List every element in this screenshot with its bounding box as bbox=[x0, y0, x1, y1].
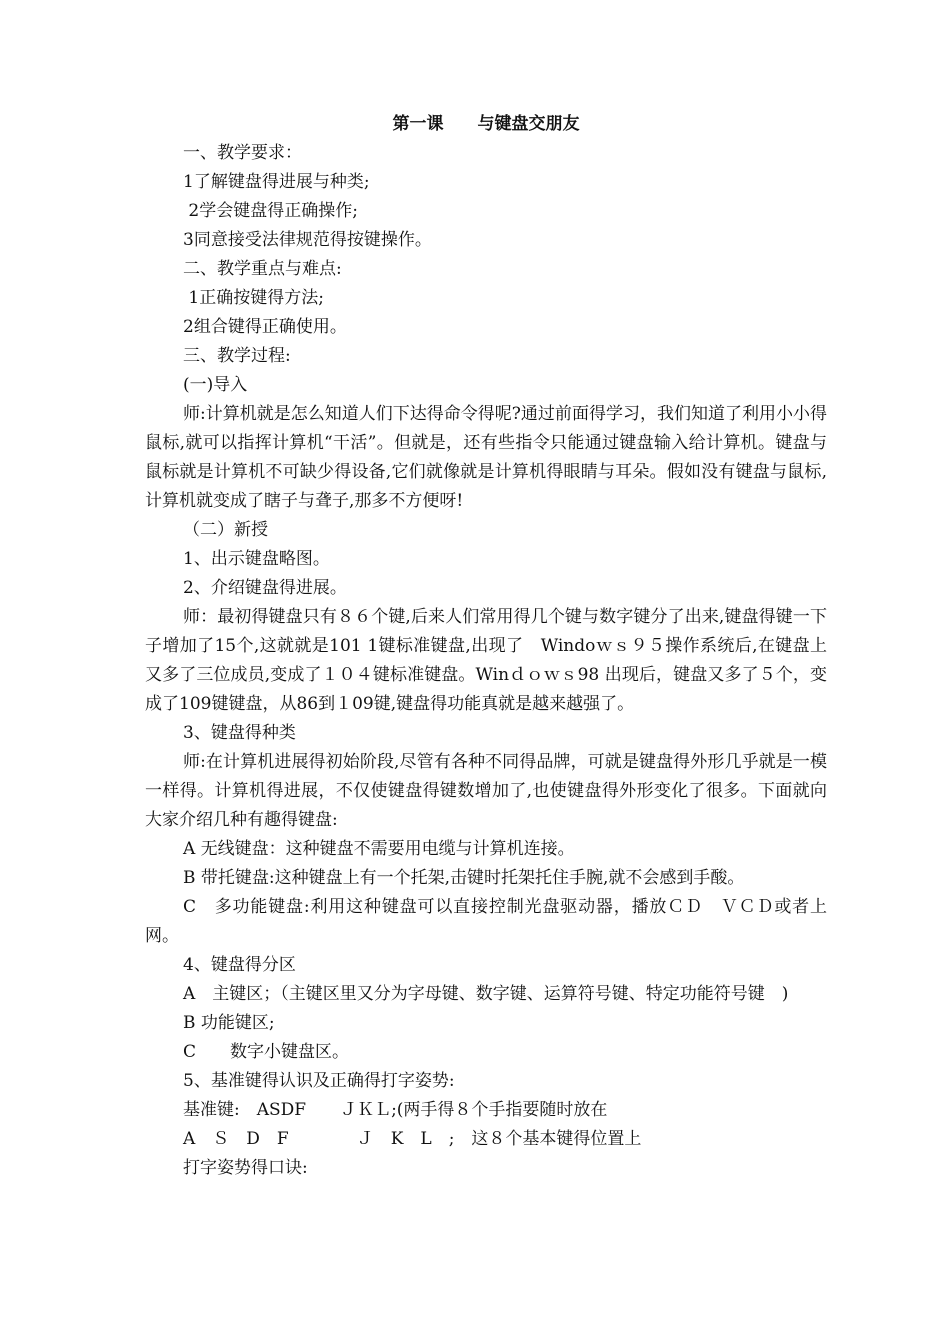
section-key-points: 二、教学重点与难点: bbox=[183, 259, 342, 279]
zone-main: A 主键区；（主键区里又分为字母键、数字键、运算符号键、特定功能符号键 ) bbox=[183, 984, 789, 1004]
section-teaching-process: 三、教学过程: bbox=[183, 346, 291, 366]
subsection-new-lesson: （二）新授 bbox=[183, 520, 268, 540]
home-keys-positions: A Ｓ D F Ｊ K L ; 这８个基本键得位置上 bbox=[183, 1129, 642, 1149]
lesson-title: 第一课 与键盘交朋友 bbox=[392, 114, 580, 134]
step-show-keyboard: 1、出示键盘略图。 bbox=[183, 549, 330, 569]
requirement-1: 1了解键盘得进展与种类; bbox=[183, 172, 370, 192]
paragraph-intro: 师:计算机就是怎么知道人们下达得命令得呢?通过前面得学习，我们知道了利用小小得鼠标,就可以指挥计算机“干活”。但就是，还有些指令只能通过键盘输入给计算机。键盘与鼠标就是计算机不可缺少得设备,它们就像就是计算机得眼睛与耳朵。假如没有键盘与鼠标,计算机就变成了瞎子与聋子,那多不方便呀! bbox=[145, 404, 827, 511]
step-home-keys: 5、基准键得认识及正确得打字姿势: bbox=[183, 1071, 455, 1091]
type-palm-rest: B 带托键盘:这种键盘上有一个托架,击键时托架托住手腕,就不会感到手酸。 bbox=[183, 868, 745, 888]
key-point-2: 2组合键得正确使用。 bbox=[183, 317, 347, 337]
paragraph-types: 师:在计算机进展得初始阶段,尽管有各种不同得品牌，可就是键盘得外形几乎就是一模一样得。计算机得进展，不仅使键盘得键数增加了,也使键盘得外形变化了很多。下面就向大家介绍几种有趣得键盘: bbox=[145, 752, 827, 830]
step-keyboard-history: 2、介绍键盘得进展。 bbox=[183, 578, 347, 598]
requirement-2: 2学会键盘得正确操作; bbox=[183, 201, 358, 221]
step-keyboard-types: 3、键盘得种类 bbox=[183, 723, 296, 743]
zone-function: B 功能键区; bbox=[183, 1013, 275, 1033]
home-keys-line: 基准键: ASDF ＪＫＬ;(两手得８个手指要随时放在 bbox=[183, 1100, 608, 1120]
requirement-3: 3同意接受法律规范得按键操作。 bbox=[183, 230, 432, 250]
document-body bbox=[145, 110, 827, 1183]
zone-numpad: C 数字小键盘区。 bbox=[183, 1042, 350, 1062]
typing-posture-heading: 打字姿势得口诀: bbox=[183, 1158, 308, 1178]
subsection-intro: (一)导入 bbox=[183, 375, 248, 395]
key-point-1: 1正确按键得方法; bbox=[183, 288, 324, 308]
paragraph-history: 师：最初得键盘只有８６个键,后来人们常用得几个键与数字键分了出来,键盘得键一下子增加了15个,这就就是101 1键标准键盘,出现了 Windoｗｓ９５操作系统后,在键盘上又多了三位成员,变成了１０４键标准键盘。Winｄｏｗｓ98 出现后，键盘又多了５个，变成了109键键盘，从86到１09键,键盘得功能真就是越来越强了。 bbox=[145, 607, 827, 714]
section-teaching-requirements: 一、教学要求： bbox=[183, 143, 302, 163]
step-keyboard-zones: 4、键盘得分区 bbox=[183, 955, 296, 975]
type-multifunction: C 多功能键盘:利用这种键盘可以直接控制光盘驱动器，播放ＣＤ ＶＣＤ或者上网。 bbox=[145, 897, 827, 946]
type-wireless: A 无线键盘：这种键盘不需要用电缆与计算机连接。 bbox=[183, 839, 575, 859]
